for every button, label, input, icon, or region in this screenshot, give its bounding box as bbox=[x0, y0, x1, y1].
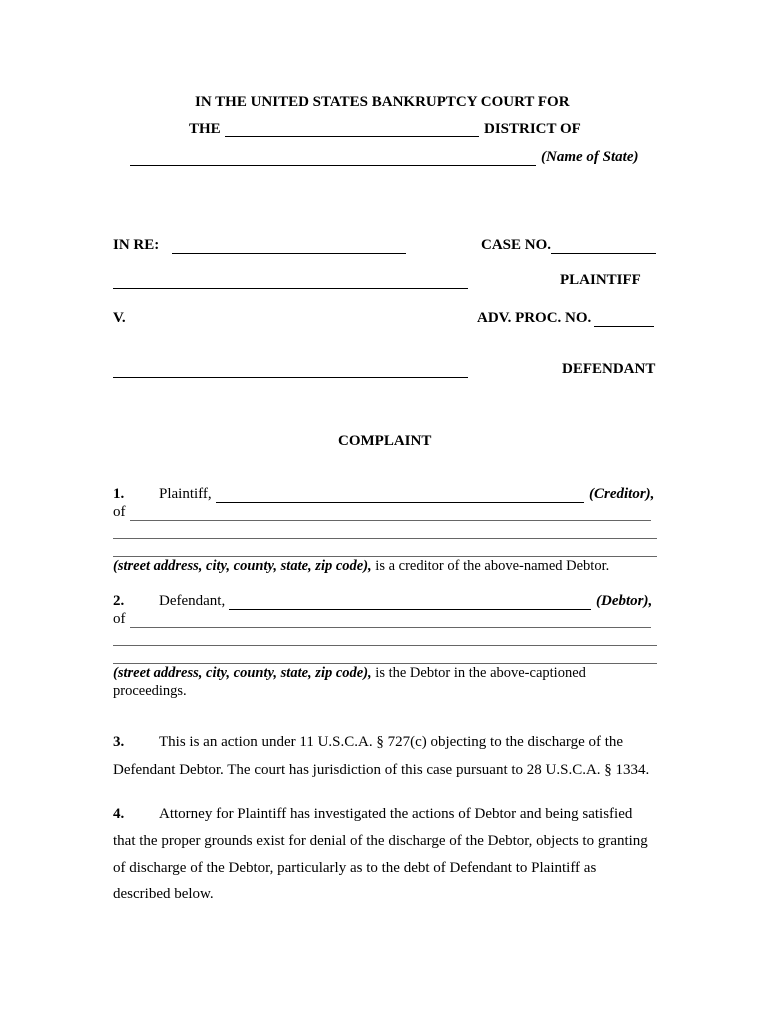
state-blank[interactable] bbox=[130, 165, 536, 166]
defendant-address-blank-2[interactable] bbox=[113, 645, 657, 646]
para1-suffix: is a creditor of the above-named Debtor. bbox=[375, 558, 610, 574]
case-no-label: CASE NO. bbox=[481, 237, 552, 253]
defendant-label: DEFENDANT bbox=[562, 361, 656, 377]
court-title: IN THE UNITED STATES BANKRUPTCY COURT FOR bbox=[195, 94, 570, 110]
para2-suffix: is the Debtor in the above-captioned bbox=[375, 665, 586, 681]
para4-line-4: described below. bbox=[113, 886, 214, 902]
defendant-address-blank-1[interactable] bbox=[130, 627, 651, 628]
the-label: THE bbox=[189, 121, 221, 137]
para1-number: 1. bbox=[113, 486, 125, 502]
defendant-blank[interactable] bbox=[113, 377, 468, 378]
plaintiff-address-blank-3[interactable] bbox=[113, 556, 657, 557]
document-title: COMPLAINT bbox=[338, 433, 432, 449]
para2-address-line bbox=[113, 665, 586, 682]
in-re-blank[interactable] bbox=[172, 253, 406, 254]
adv-proc-no-blank[interactable] bbox=[594, 326, 654, 327]
para1-of: of bbox=[113, 504, 126, 520]
plaintiff-name-blank[interactable] bbox=[216, 502, 584, 503]
in-re-label: IN RE: bbox=[113, 237, 160, 253]
para2-number: 2. bbox=[113, 593, 125, 609]
para1-address-line bbox=[113, 558, 609, 575]
para2-suffix-continued: proceedings. bbox=[113, 683, 187, 699]
para4-number: 4. bbox=[113, 806, 125, 822]
creditor-label: (Creditor), bbox=[589, 486, 655, 502]
para4-line-3: of discharge of the Debtor, particularly as to the debt of Defendant to Plaintiff as bbox=[113, 860, 597, 876]
para4-line-1: Attorney for Plaintiff has investigated the actions of Debtor and being satisfied bbox=[159, 806, 633, 822]
defendant-address-blank-3[interactable] bbox=[113, 663, 657, 664]
para4-line-2: that the proper grounds exist for denial of the discharge of the Debtor, objects to granting bbox=[113, 833, 648, 849]
para1-text: Plaintiff, bbox=[159, 486, 212, 502]
state-label: (Name of State) bbox=[541, 149, 639, 165]
para3-number: 3. bbox=[113, 734, 125, 750]
plaintiff-blank[interactable] bbox=[113, 288, 468, 289]
para3-line-1: This is an action under 11 U.S.C.A. § 727(c) objecting to the discharge of the bbox=[159, 734, 624, 750]
plaintiff-label: PLAINTIFF bbox=[560, 272, 641, 288]
para2-text: Defendant, bbox=[159, 593, 226, 609]
case-no-blank[interactable] bbox=[551, 253, 656, 254]
district-of-label: DISTRICT OF bbox=[484, 121, 581, 137]
para1-address-label: (street address, city, county, state, zip code), bbox=[113, 558, 372, 574]
adv-proc-no-label: ADV. PROC. NO. bbox=[477, 310, 592, 326]
plaintiff-address-blank-1[interactable] bbox=[130, 520, 651, 521]
para2-address-label: (street address, city, county, state, zip code), bbox=[113, 665, 372, 681]
para3-line-2: Defendant Debtor. The court has jurisdiction of this case pursuant to 28 U.S.C.A. § 1334. bbox=[113, 762, 650, 778]
para2-of: of bbox=[113, 611, 126, 627]
debtor-label: (Debtor), bbox=[596, 593, 653, 609]
plaintiff-address-blank-2[interactable] bbox=[113, 538, 657, 539]
v-label: V. bbox=[113, 310, 126, 326]
district-blank[interactable] bbox=[225, 136, 479, 137]
defendant-name-blank[interactable] bbox=[229, 609, 591, 610]
